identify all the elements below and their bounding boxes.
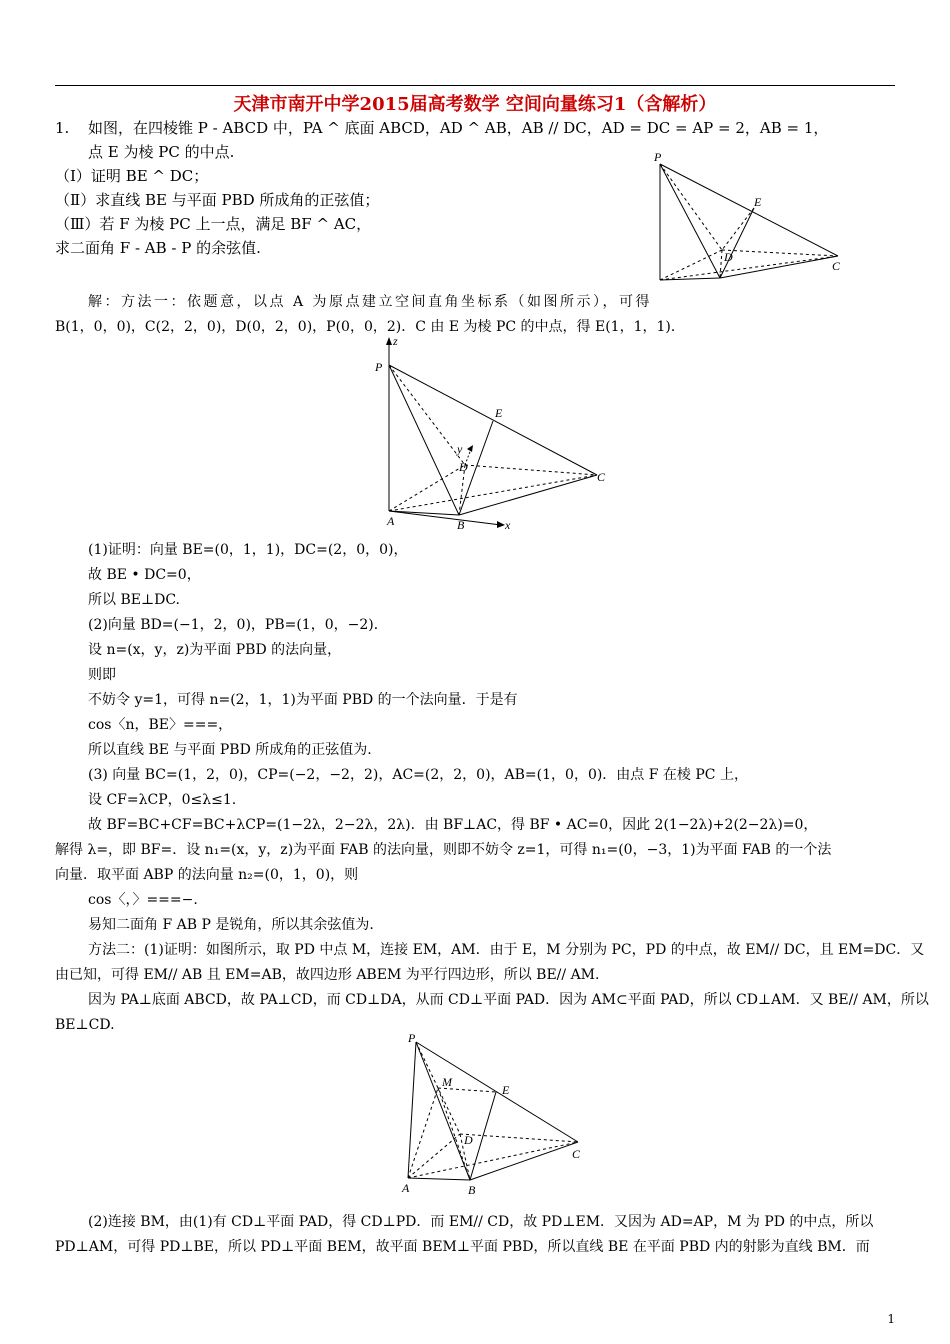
solution-line-5: 设 n=(x，y，z)为平面 PBD 的法向量， xyxy=(88,642,342,658)
problem-line-2: 点 E 为棱 PC 的中点. xyxy=(88,143,235,161)
solution-line-15: cos〈，〉===−. xyxy=(88,892,198,908)
fig2-label-x: x xyxy=(505,518,511,532)
solution-line-7: 不妨令 y=1，可得 n=(2，1，1)为平面 PBD 的一个法向量．于是有 xyxy=(88,692,518,708)
problem-part-1: （Ⅰ）证明 BE ^ DC； xyxy=(55,167,209,185)
document-title: 天津市南开中学2015届高考数学 空间向量练习1（含解析） xyxy=(233,94,717,115)
solution-line-8: cos〈n，BE〉===， xyxy=(88,717,233,733)
fig2-label-c: C xyxy=(597,470,606,484)
fig1-label-e: E xyxy=(754,195,762,209)
fig2-label-z: z xyxy=(393,335,398,348)
fig3-label-b: B xyxy=(468,1183,476,1197)
fig3-label-d: D xyxy=(464,1133,473,1147)
solution-line-4: (2)向量 BD=(−1，2，0)，PB=(1，0，−2)． xyxy=(88,617,388,633)
fig2-label-p: P xyxy=(375,360,383,374)
solution-line-13: 解得 λ=，即 BF=．设 n₁=(x，y，z)为平面 FAB 的法向量，则即不妨令 z=1，可得 n₁=(0，−3，1)为平面 FAB 的一个法 xyxy=(55,842,832,858)
fig2-label-e: E xyxy=(495,406,503,420)
fig2-label-y: y xyxy=(457,442,463,456)
pyramid-figure-midpoint xyxy=(398,1030,598,1200)
problem-number: 1. xyxy=(55,119,70,137)
solution-line-10: (3) 向量 BC=(1，2，0)，CP=(−2，−2，2)，AC=(2，2，0)，AB=(1，0，0)．由点 F 在棱 PC 上， xyxy=(88,767,748,783)
solution-intro-1: 解：方法一：依题意，以点 A 为原点建立空间直角坐标系（如图所示），可得 xyxy=(88,294,653,310)
problem-part-2: （Ⅱ）求直线 BE 与平面 PBD 所成角的正弦值； xyxy=(55,191,380,209)
fig2-label-b: B xyxy=(457,518,465,532)
problem-line-1: 如图，在四棱锥 P - ABCD 中，PA ^ 底面 ABCD，AD ^ AB，AB // DC，AD = DC = AP = 2，AB = 1， xyxy=(88,119,829,137)
problem-part-3b: 求二面角 F - AB - P 的余弦值. xyxy=(55,239,261,257)
fig2-label-d: D xyxy=(459,460,468,474)
method2-line-5: (2)连接 BM，由(1)有 CD⊥平面 PAD，得 CD⊥PD．而 EM// CD，故 PD⊥EM．又因为 AD=AP，M 为 PD 的中点，所以 xyxy=(88,1214,874,1230)
problem-part-3a: （Ⅲ）若 F 为棱 PC 上一点，满足 BF ^ AC， xyxy=(55,215,372,233)
solution-line-2: 故 BE • DC=0， xyxy=(88,567,201,583)
method2-line-1: 方法二：(1)证明：如图所示，取 PD 中点 M，连接 EM，AM．由于 E，M 分别为 PC，PD 的中点，故 EM// DC，且 EM=DC．又 xyxy=(88,942,925,958)
solution-line-16: 易知二面角 F AB P 是锐角，所以其余弦值为. xyxy=(88,917,374,933)
solution-line-1: (1)证明：向量 BE=(0，1，1)，DC=(2，0，0)， xyxy=(88,542,408,558)
method2-line-2: 由已知，可得 EM// AB 且 EM=AB，故四边形 ABEM 为平行四边形，所以 BE// AM. xyxy=(55,967,600,983)
fig3-label-p: P xyxy=(408,1031,416,1045)
fig1-label-d: D xyxy=(724,250,733,264)
solution-line-9: 所以直线 BE 与平面 PBD 所成角的正弦值为. xyxy=(88,742,372,758)
method2-line-3: 因为 PA⊥底面 ABCD，故 PA⊥CD，而 CD⊥DA，从而 CD⊥平面 PAD．因为 AM⊂平面 PAD，所以 CD⊥AM．又 BE// AM，所以 xyxy=(88,992,929,1008)
fig1-label-p: P xyxy=(654,150,662,164)
page-number: 1 xyxy=(887,1312,895,1326)
fig3-label-a: A xyxy=(402,1181,410,1195)
fig3-label-c: C xyxy=(572,1147,581,1161)
method2-line-4: BE⊥CD. xyxy=(55,1017,115,1033)
pyramid-figure-coordinates xyxy=(365,335,625,535)
solution-line-11: 设 CF=λCP，0≤λ≤1. xyxy=(88,792,237,808)
solution-line-12: 故 BF=BC+CF=BC+λCP=(1−2λ，2−2λ，2λ)．由 BF⊥AC，得 BF • AC=0，因此 2(1−2λ)+2(2−2λ)=0， xyxy=(88,817,818,833)
solution-line-6: 则即 xyxy=(88,667,116,683)
method2-line-6: PD⊥AM，可得 PD⊥BE，所以 PD⊥平面 BEM，故平面 BEM⊥平面 PBD，所以直线 BE 在平面 PBD 内的射影为直线 BM．而 xyxy=(55,1239,870,1255)
fig3-label-e: E xyxy=(502,1083,510,1097)
solution-line-3: 所以 BE⊥DC. xyxy=(88,592,181,608)
header-rule xyxy=(55,85,895,86)
pyramid-figure-1 xyxy=(650,148,850,288)
fig1-label-c: C xyxy=(832,259,841,273)
fig2-label-a: A xyxy=(387,514,395,528)
solution-line-14: 向量．取平面 ABP 的法向量 n₂=(0，1，0)，则 xyxy=(55,867,359,883)
solution-intro-2: B(1，0，0)，C(2，2，0)，D(0，2，0)，P(0，0，2)．C 由 E 为棱 PC 的中点，得 E(1，1，1)． xyxy=(55,319,685,335)
fig3-label-m: M xyxy=(442,1075,452,1089)
